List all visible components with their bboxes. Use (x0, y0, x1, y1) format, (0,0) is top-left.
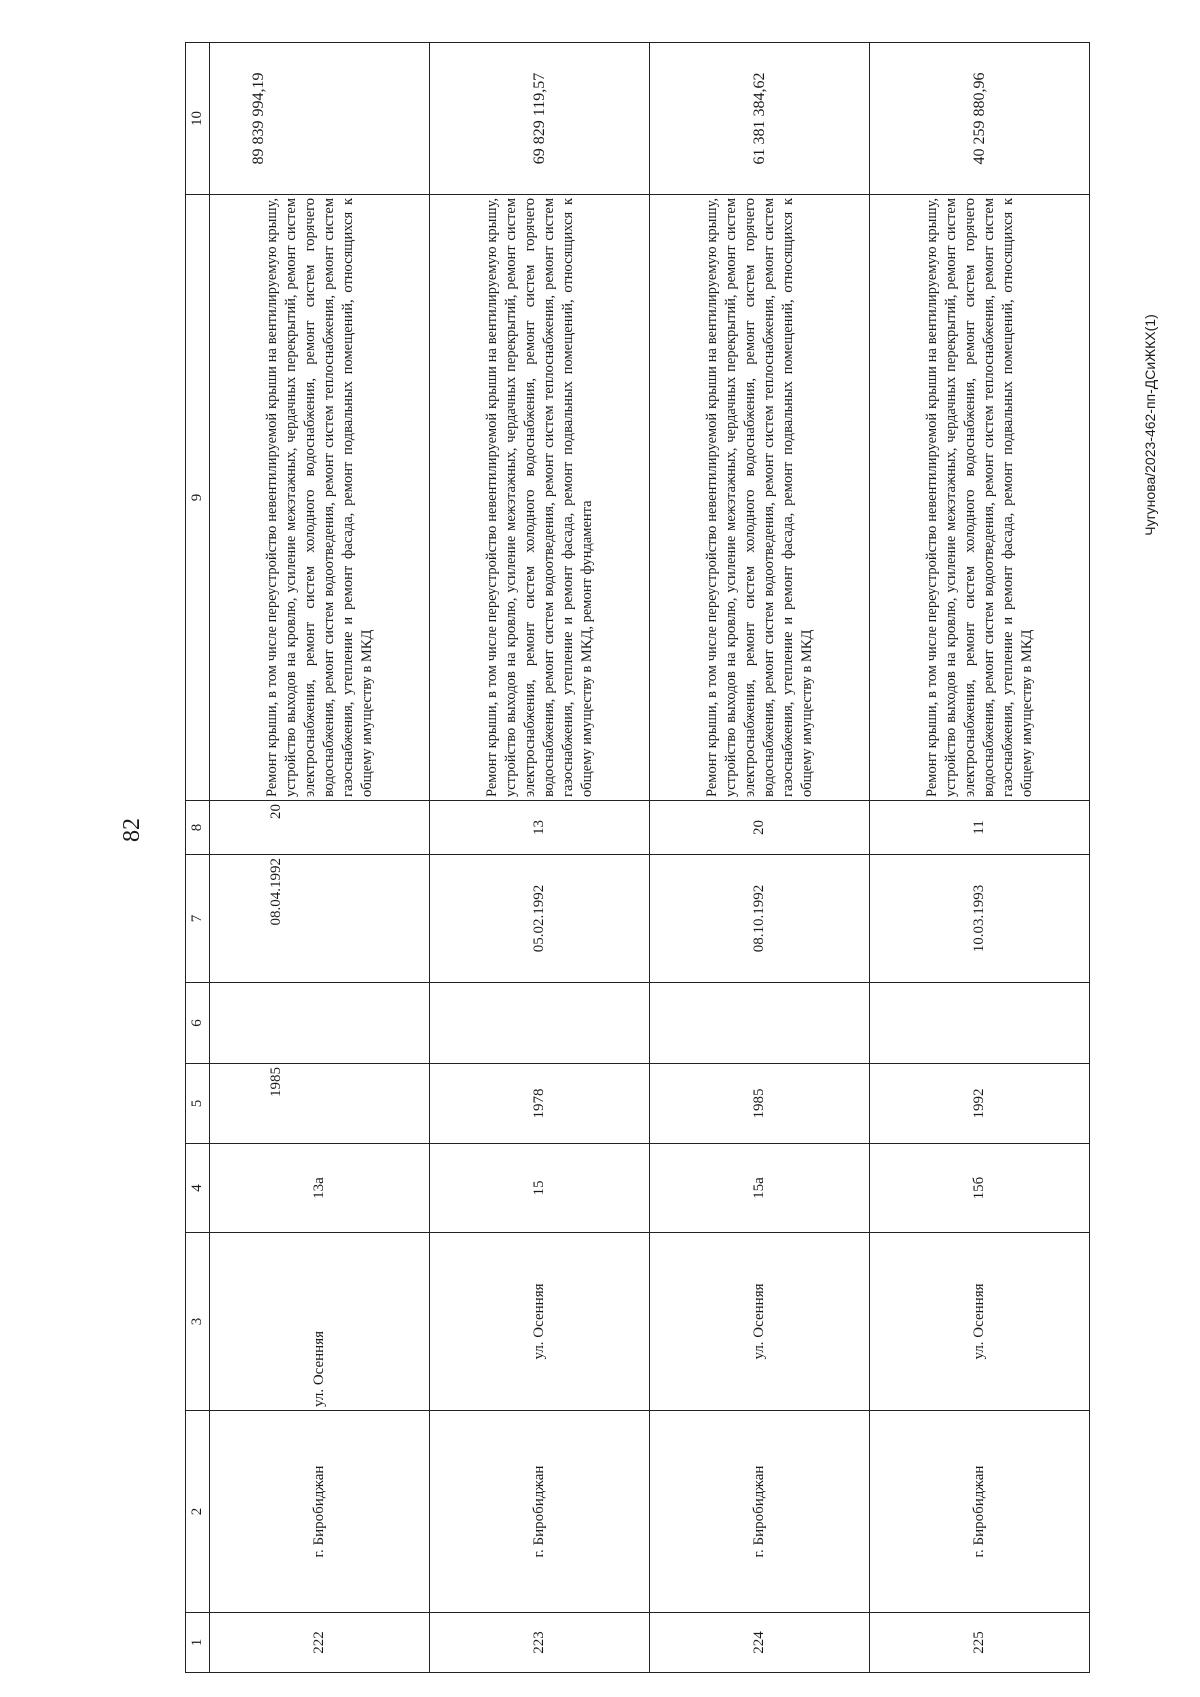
house-cell: 15а (650, 1144, 870, 1233)
registry-table (185, 42, 1090, 1673)
sum-cell: 40 259 880,96 (870, 43, 1090, 195)
house-cell: 15 (430, 1144, 650, 1233)
row-number: 222 (210, 1613, 430, 1673)
page-number: 82 (119, 818, 145, 842)
year-cell: 1978 (430, 1064, 650, 1144)
sum-cell: 61 381 384,62 (650, 43, 870, 195)
city-cell: г. Биробиджан (650, 1411, 870, 1613)
side-footer-text: Чугунова/2023-462-пп-ДСиЖКХ(1) (1142, 314, 1158, 536)
column-8-cell: 20 (210, 801, 430, 855)
table-rotated-inner (185, 43, 1089, 1673)
date-cell: 05.02.1992 (430, 855, 650, 983)
street-cell: ул. Осенняя (430, 1233, 650, 1411)
city-cell: г. Биробиджан (430, 1411, 650, 1613)
column-number: 2 (186, 1411, 210, 1613)
date-cell: 08.10.1992 (650, 855, 870, 983)
column-8-cell: 11 (870, 801, 1090, 855)
column-number: 10 (186, 43, 210, 195)
city-cell: г. Биробиджан (210, 1411, 430, 1613)
works-cell: Ремонт крыши, в том числе переустройство невентилируемой крыши на вентилируемую крышу, устройство выходов на кровлю, усиление межэтажных, чердачных перекрытий, ремонт систем электроснабжения, ремонт систем холодного водоснабжения, ремонт систем горячего водоснабжения, ремонт систем водоотведения, ремонт систем теплоснабжения, ремонт систем газоснабжения, утепление и ремонт фасада, ремонт подвальных помещений, относящихся к общему имуществу в МКД, ремонт фундамента (430, 195, 650, 801)
column-number: 6 (186, 983, 210, 1064)
column-6-cell (870, 983, 1090, 1064)
street-cell: ул. Осенняя (870, 1233, 1090, 1411)
year-cell: 1992 (870, 1064, 1090, 1144)
sum-cell: 89 839 994,19 (210, 43, 430, 195)
column-number: 7 (186, 855, 210, 983)
street-cell: ул. Осенняя (210, 1233, 430, 1411)
house-cell: 13а (210, 1144, 430, 1233)
column-number: 5 (186, 1064, 210, 1144)
column-number: 8 (186, 801, 210, 855)
column-number-row (186, 43, 210, 1673)
column-number: 3 (186, 1233, 210, 1411)
column-6-cell (210, 983, 430, 1064)
column-number: 9 (186, 195, 210, 801)
table-rotated-wrapper (185, 43, 1089, 1673)
column-8-cell: 20 (650, 801, 870, 855)
column-6-cell (430, 983, 650, 1064)
column-8-cell: 13 (430, 801, 650, 855)
row-number: 224 (650, 1613, 870, 1673)
date-cell: 08.04.1992 (210, 855, 430, 983)
table-row (650, 43, 870, 1673)
column-number: 1 (186, 1613, 210, 1673)
sum-cell: 69 829 119,57 (430, 43, 650, 195)
date-cell: 10.03.1993 (870, 855, 1090, 983)
row-number: 223 (430, 1613, 650, 1673)
column-6-cell (650, 983, 870, 1064)
house-cell: 15б (870, 1144, 1090, 1233)
street-cell: ул. Осенняя (650, 1233, 870, 1411)
works-cell: Ремонт крыши, в том числе переустройство невентилируемой крыши на вентилируемую крышу, устройство выходов на кровлю, усиление межэтажных, чердачных перекрытий, ремонт систем электроснабжения, ремонт систем холодного водоснабжения, ремонт систем горячего водоснабжения, ремонт систем водоотведения, ремонт систем теплоснабжения, ремонт систем газоснабжения, утепление и ремонт фасада, ремонт подвальных помещений, относящихся к общему имуществу в МКД (650, 195, 870, 801)
table-row (210, 43, 430, 1673)
column-number: 4 (186, 1144, 210, 1233)
works-cell: Ремонт крыши, в том числе переустройство невентилируемой крыши на вентилируемую крышу, устройство выходов на кровлю, усиление межэтажных, чердачных перекрытий, ремонт систем электроснабжения, ремонт систем холодного водоснабжения, ремонт систем горячего водоснабжения, ремонт систем водоотведения, ремонт систем теплоснабжения, ремонт систем газоснабжения, утепление и ремонт фасада, ремонт подвальных помещений, относящихся к общему имуществу в МКД (870, 195, 1090, 801)
year-cell: 1985 (210, 1064, 430, 1144)
row-number: 225 (870, 1613, 1090, 1673)
table-row (870, 43, 1090, 1673)
city-cell: г. Биробиджан (870, 1411, 1090, 1613)
year-cell: 1985 (650, 1064, 870, 1144)
works-cell: Ремонт крыши, в том числе переустройство невентилируемой крыши на вентилируемую крышу, устройство выходов на кровлю, усиление межэтажных, чердачных перекрытий, ремонт систем электроснабжения, ремонт систем холодного водоснабжения, ремонт систем горячего водоснабжения, ремонт систем водоотведения, ремонт систем теплоснабжения, ремонт систем газоснабжения, утепление и ремонт фасада, ремонт подвальных помещений, относящихся к общему имуществу в МКД (210, 195, 430, 801)
table-row (430, 43, 650, 1673)
